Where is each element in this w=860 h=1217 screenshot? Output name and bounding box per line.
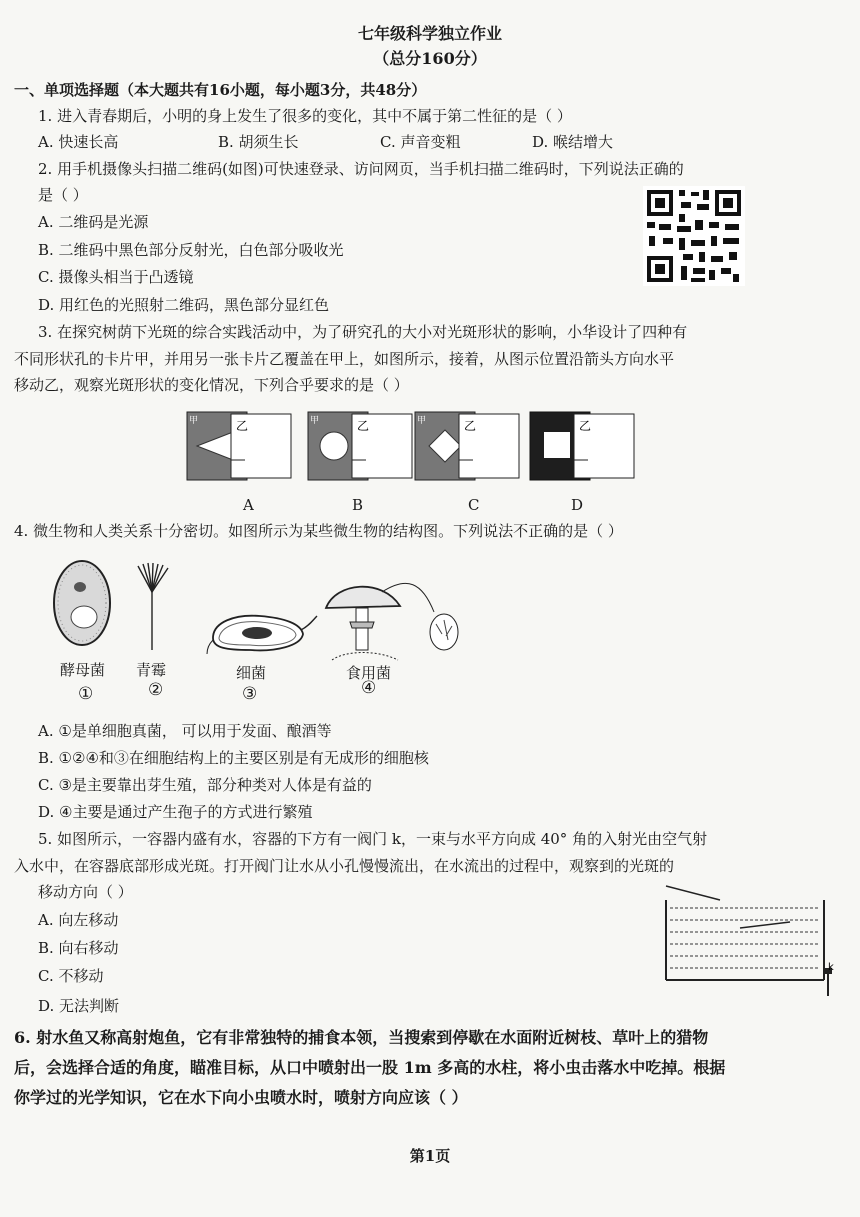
q1-stem: 1. 进入青春期后，小明的身上发生了很多的变化，其中不属于第二性征的是（ ） xyxy=(38,107,572,125)
q5-option-d: D. 无法判断 xyxy=(38,997,120,1015)
valve-label: k xyxy=(828,962,834,973)
q1-option-a: A. 快速长高 xyxy=(38,133,119,151)
yeast-number: ① xyxy=(78,684,94,704)
bacterium-number: ③ xyxy=(242,684,258,704)
q5-option-a: A. 向左移动 xyxy=(38,911,119,929)
q2-option-a: A. 二维码是光源 xyxy=(38,213,149,231)
figure-label-b: B xyxy=(352,496,364,514)
figure-label-c: C xyxy=(468,496,480,514)
yeast-label: 酵母菌 xyxy=(60,661,106,679)
q3-stem-line1: 3. 在探究树荫下光斑的综合实践活动中，为了研究孔的大小对光斑形状的影响，小华设计了四种有 xyxy=(38,323,688,341)
page-subtitle: （总分160分） xyxy=(373,49,487,68)
q5-stem-line3: 移动方向（ ） xyxy=(38,883,133,901)
card-b-label: 乙 xyxy=(357,419,370,433)
q5-option-c: C. 不移动 xyxy=(38,967,104,985)
card-b-label: 乙 xyxy=(464,419,477,433)
figure-label-d: D xyxy=(571,496,584,514)
q4-stem: 4. 微生物和人类关系十分密切。如图所示为某些微生物的结构图。下列说法不正确的是（ ） xyxy=(14,522,623,540)
penicillium-number: ② xyxy=(148,680,164,700)
q5-option-b: B. 向右移动 xyxy=(38,939,119,957)
q4-option-b: B. ①②④和③在细胞结构上的主要区别是有无成形的细胞核 xyxy=(38,749,429,767)
q5-stem-line2: 入水中，在容器底部形成光斑。打开阀门让水从小孔慢慢流出，在水流出的过程中，观察到的光斑的 xyxy=(14,857,675,875)
q6-line3: 你学过的光学知识，它在水下向小虫喷水时，喷射方向应该（ ） xyxy=(14,1088,468,1107)
penicillium-illustration xyxy=(132,562,172,650)
q6-line2: 后，会选择合适的角度，瞄准目标，从口中喷射出一股 1m 多高的水柱，将小虫击落水中吃掉。根据 xyxy=(14,1058,726,1077)
bacterium-label: 细菌 xyxy=(236,664,267,682)
mushroom-label: 食用菌 xyxy=(346,664,392,682)
card-b-label: 乙 xyxy=(236,419,249,433)
card-a-label: 甲 xyxy=(417,416,427,426)
q2-option-c: C. 摄像头相当于凸透镜 xyxy=(38,268,194,286)
mushroom-number: ④ xyxy=(361,678,377,698)
card-b-label: 乙 xyxy=(579,419,592,433)
mushroom-illustration xyxy=(322,572,472,664)
page-number: 第1页 xyxy=(409,1147,451,1165)
penicillium-label: 青霉 xyxy=(136,661,167,679)
q3-stem-line2: 不同形状孔的卡片甲，并用另一张卡片乙覆盖在甲上，如图所示，接着，从图示位置沿箭头方向水平 xyxy=(14,350,675,368)
q1-option-d: D. 喉结增大 xyxy=(532,133,614,151)
q4-option-a: A. ①是单细胞真菌， 可以用于发面、酿酒等 xyxy=(38,722,332,740)
q2-option-d: D. 用红色的光照射二维码，黑色部分显红色 xyxy=(38,296,330,314)
card-figure-d xyxy=(530,412,640,482)
water-container-diagram xyxy=(660,884,840,1004)
q3-stem-line3: 移动乙，观察光斑形状的变化情况，下列合乎要求的是（ ） xyxy=(14,376,409,394)
figure-label-a: A xyxy=(243,496,254,514)
q2-option-b: B. 二维码中黑色部分反射光，白色部分吸收光 xyxy=(38,241,344,259)
card-figure-a xyxy=(187,412,297,482)
bacterium-illustration xyxy=(205,608,320,656)
q4-option-c: C. ③是主要靠出芽生殖，部分种类对人体是有益的 xyxy=(38,776,372,794)
q5-stem-line1: 5. 如图所示，一容器内盛有水，容器的下方有一阀门 k，一束与水平方向成 40° 角的入射光由空气射 xyxy=(38,830,708,848)
card-a-label: 甲 xyxy=(310,416,320,426)
q6-line1: 6. 射水鱼又称高射炮鱼，它有非常独特的捕食本领，当搜索到停歇在水面附近树枝、草叶上的猎物 xyxy=(14,1028,709,1047)
card-a-label: 甲 xyxy=(189,416,199,426)
q4-option-d: D. ④主要是通过产生孢子的方式进行繁殖 xyxy=(38,803,313,821)
section-heading: 一、单项选择题（本大题共有16小题，每小题3分，共48分） xyxy=(14,81,427,99)
page-title: 七年级科学独立作业 xyxy=(357,24,502,43)
q2-stem-line1: 2. 用手机摄像头扫描二维码(如图)可快速登录、访问网页，当手机扫描二维码时，下列说法正确的 xyxy=(38,160,684,178)
q2-stem-line2: 是（ ） xyxy=(38,186,88,204)
q1-option-c: C. 声音变粗 xyxy=(380,133,461,151)
q1-option-b: B. 胡须生长 xyxy=(218,133,299,151)
card-figure-b xyxy=(308,412,418,482)
qr-code-image xyxy=(643,186,745,286)
yeast-illustration xyxy=(50,557,114,649)
card-figure-c xyxy=(415,412,525,482)
